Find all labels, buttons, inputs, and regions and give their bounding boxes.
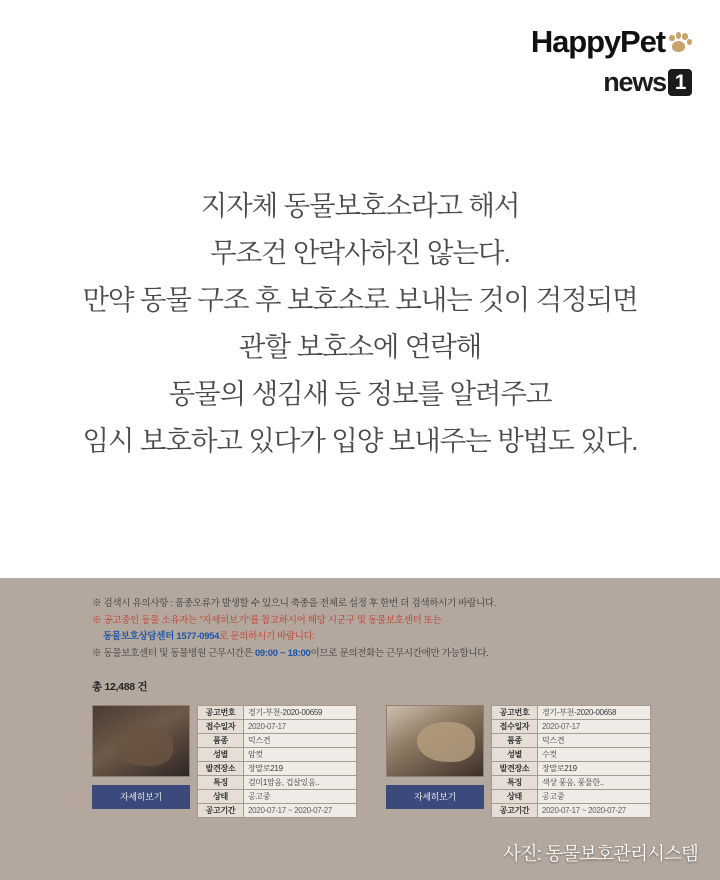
cell-key: 성별 [492,748,538,762]
table-row [492,804,651,818]
cell-value: 경기-부천-2020-00658 [538,706,651,720]
headline-line-4: 관할 보호소에 연락해 [238,331,482,362]
table-row [492,790,651,804]
headline-line-2: 무조건 안락사하진 않는다. [210,237,510,268]
notice-text-3-pre: 동물보호센터 및 동물병원 근무시간은 [103,647,255,659]
table-row [492,706,651,720]
cell-value: 암컷 [244,748,357,762]
notice-row-2 [92,613,652,630]
status-badge: 공고중 [538,790,651,804]
cell-key: 상태 [198,790,244,804]
notice-text-2: 공고중인 동물 소유자는 "자세히보기"를 참고하시어 해당 시군구 및 동물보호센터 또는 [103,614,442,626]
screenshot-panel [0,578,720,880]
result-list [92,705,652,818]
cell-value: 믹스견 [538,734,651,748]
cell-key: 발견장소 [198,762,244,776]
notice-mark-3: ※ [92,647,102,659]
cell-value: 2020-07-17 ~ 2020-07-27 [538,804,651,818]
headline-line-6: 임시 보호하고 있다가 입양 보내주는 방법도 있다. [82,425,638,456]
cell-key: 품종 [198,734,244,748]
table-row [492,748,651,762]
cell-key: 공고기간 [198,804,244,818]
brand-logos [531,26,692,96]
list-item[interactable] [92,705,358,818]
counsel-center-phone[interactable]: 1577-0954 [176,631,220,642]
cell-key: 품종 [492,734,538,748]
detail-button-1[interactable]: 자세히보기 [92,785,190,809]
counsel-center-suffix: 로 문의하시기 바랍니다. [219,631,315,642]
dog-photo-2[interactable] [386,705,484,777]
cell-value: 수컷 [538,748,651,762]
notice-mark-1: ※ [92,598,102,609]
info-table-1 [197,705,357,818]
table-row [198,804,357,818]
cell-value: 장말로219 [538,762,651,776]
news1-wordmark: news [603,67,666,97]
notice-text-1: 검색시 유의사항 : 품종오류가 발생할 수 있으니 축종을 전체로 설정 후 한번 더 검색하시기 바랍니다. [103,598,497,609]
table-row [492,776,651,790]
news1-logo [531,69,692,96]
table-row [198,748,357,762]
notice-row-2b [92,629,652,646]
cell-key: 공고번호 [198,706,244,720]
notice-text-3-post: 이므로 문의전화는 근무시간에만 가능합니다. [310,647,489,659]
dog-photo-1[interactable] [92,705,190,777]
table-row [198,776,357,790]
photo-caption: 사진: 동물보호관리시스템 [502,843,698,864]
cell-key: 특징 [198,776,244,790]
cell-value: 믹스견 [244,734,357,748]
cell-key: 상태 [492,790,538,804]
table-row [198,762,357,776]
cell-key: 특징 [492,776,538,790]
happypet-logo [531,26,692,57]
cell-key: 접수일자 [492,720,538,734]
counsel-center-label: 동물보호상담센터 [103,631,177,642]
result-total-count: 총 12,488 건 [92,681,148,693]
office-hours: 09:00 ~ 18:00 [254,647,311,659]
cell-key: 발견장소 [492,762,538,776]
cell-value: 장말로219 [244,762,357,776]
headline-block [0,182,720,464]
table-row [198,734,357,748]
cell-value: 2020-07-17 [538,720,651,734]
cell-value: 색상 풍음, 풍물한.. [538,776,651,790]
table-row [492,720,651,734]
cell-key: 공고기간 [492,804,538,818]
cell-value: 2020-07-17 ~ 2020-07-27 [244,804,357,818]
status-badge: 공고중 [244,790,357,804]
notice-row-1 [92,596,652,613]
table-row [198,790,357,804]
cell-key: 성별 [198,748,244,762]
notice-mark-2: ※ [92,614,102,626]
table-row [198,720,357,734]
table-row [492,734,651,748]
paw-icon [666,29,692,55]
headline-line-1: 지자체 동물보호소라고 해서 [200,190,520,221]
info-table-2 [491,705,651,818]
list-item[interactable] [386,705,652,818]
cell-key: 접수일자 [198,720,244,734]
cell-value: 경기-부천-2020-00659 [244,706,357,720]
happypet-wordmark: HappyPet [530,24,665,59]
table-row [198,706,357,720]
notice-row-3 [92,646,652,663]
news1-badge: 1 [668,69,692,96]
detail-button-2[interactable]: 자세히보기 [386,785,484,809]
cell-key: 공고번호 [492,706,538,720]
cell-value: 검미1맘음, 겁살있음.. [244,776,357,790]
headline-line-5: 동물의 생김새 등 정보를 알려주고 [168,378,552,409]
table-row [492,762,651,776]
headline-line-3: 만약 동물 구조 후 보호소로 보내는 것이 걱정되면 [82,284,638,315]
notice-block [92,596,652,662]
cell-value: 2020-07-17 [244,720,357,734]
